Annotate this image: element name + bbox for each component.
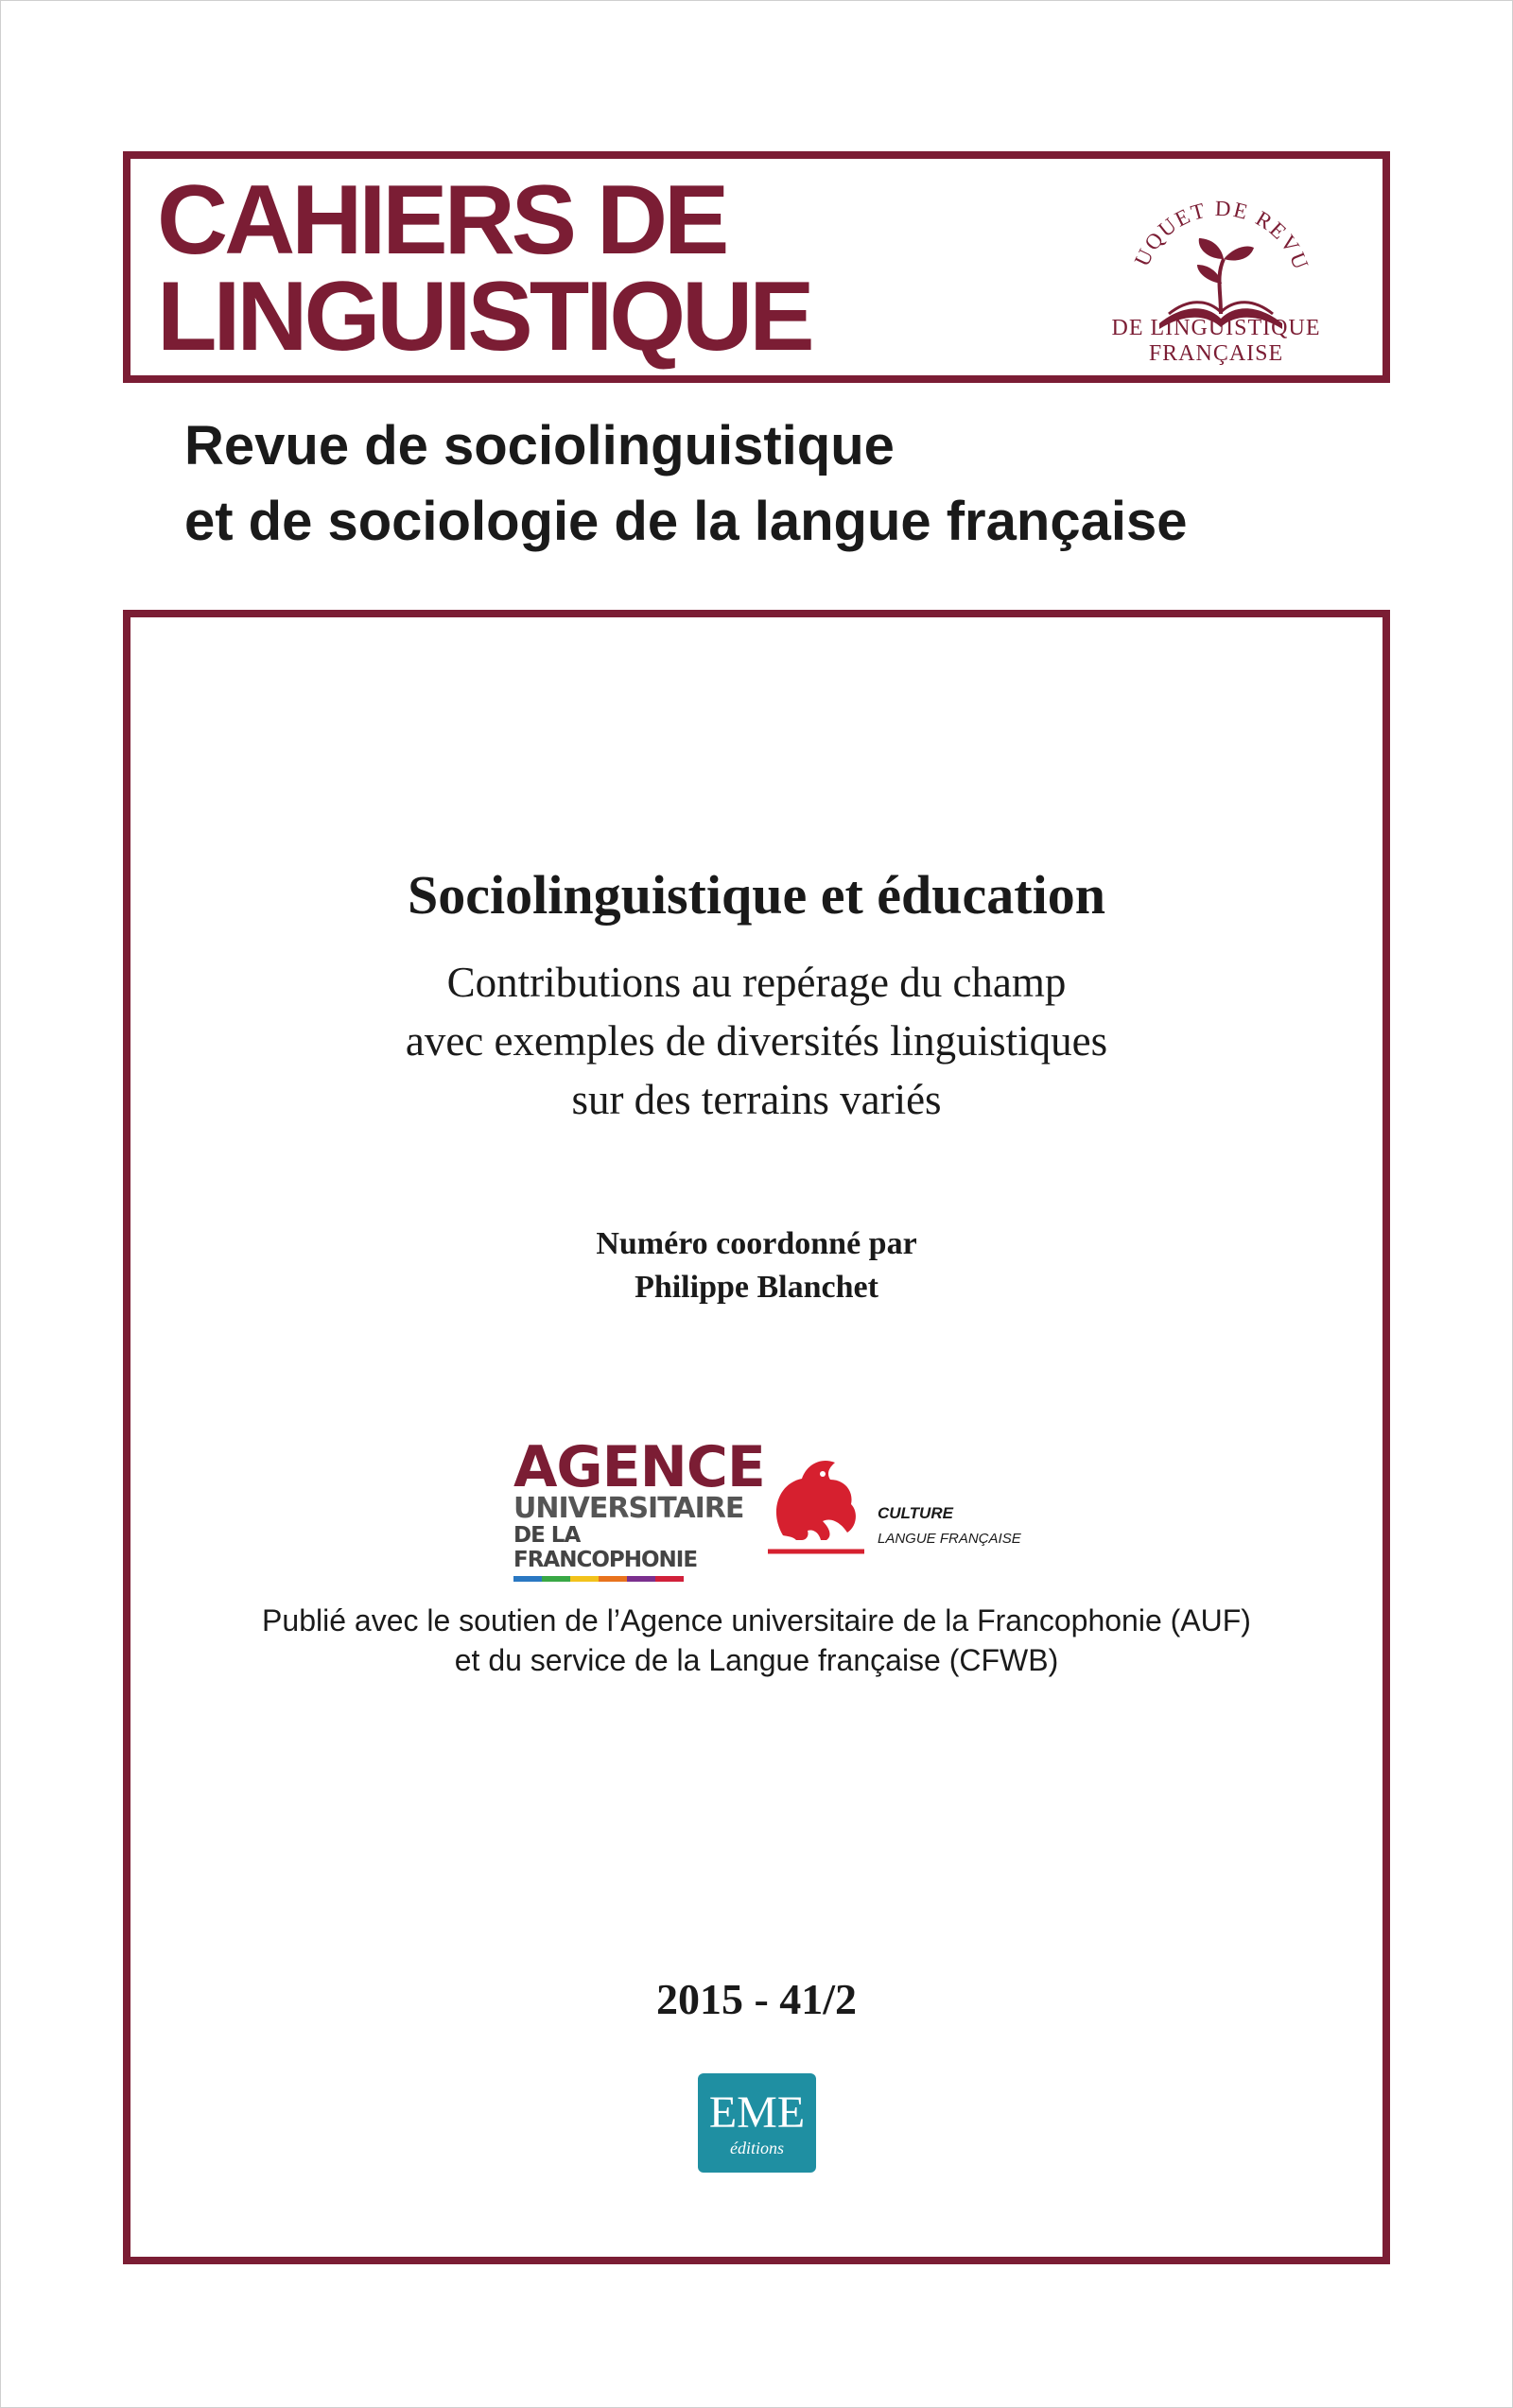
- eme-publisher-logo: [698, 2073, 816, 2173]
- eme-logo-sub: éditions: [730, 2139, 784, 2157]
- eme-logo-name: EME: [708, 2088, 806, 2138]
- auf-logo-line3: DE LA FRANCOPHONIE: [513, 1523, 698, 1572]
- journal-subtitle: [184, 408, 1187, 560]
- sponsor-logos: [130, 1434, 1383, 1572]
- support-line1: Publié avec le soutien de l’Agence universitaire de la Francophonie (AUF): [262, 1603, 1251, 1637]
- issue-description-line1: Contributions au repérage du champ: [446, 959, 1067, 1006]
- bouquet-arc-text: UQUET DE REVU: [1129, 196, 1314, 275]
- coordinator: [130, 1222, 1383, 1309]
- auf-logo-line1: AGENCE: [513, 1434, 765, 1500]
- issue-description-line2: avec exemples de diversités linguistiques: [405, 1017, 1108, 1065]
- cfwb-culture-text: CULTURE: [878, 1504, 953, 1522]
- rooster-icon: [764, 1446, 868, 1559]
- auf-logo-line2: UNIVERSITAIRE: [513, 1492, 744, 1525]
- auf-logo: [513, 1434, 765, 1572]
- coordinator-name: Philippe Blanchet: [635, 1270, 878, 1305]
- support-line2: et du service de la Langue française (CFWB): [454, 1643, 1059, 1677]
- issue-box: [123, 610, 1390, 2264]
- journal-title-line2: LINGUISTIQUE: [157, 262, 811, 372]
- issue-description-line3: sur des terrains variés: [571, 1076, 942, 1123]
- cfwb-langue-text: LANGUE FRANÇAISE: [878, 1531, 1021, 1547]
- journal-title-line1: CAHIERS DE: [157, 165, 726, 275]
- journal-title: [157, 165, 811, 372]
- bouquet-logo: [1065, 172, 1367, 367]
- issue-description: [130, 953, 1383, 1129]
- coordinator-label: Numéro coordonné par: [596, 1226, 917, 1261]
- issue-title: Sociolinguistique et éducation: [408, 864, 1105, 926]
- support-notice: [130, 1601, 1383, 1680]
- journal-header: [123, 151, 1390, 383]
- journal-subtitle-line2: et de sociologie de la langue française: [184, 491, 1188, 552]
- auf-color-bar: [513, 1576, 684, 1582]
- cfwb-logo: [764, 1446, 1029, 1559]
- issue-year-number: 2015 - 41/2: [655, 1975, 858, 2023]
- bouquet-bottom-text: DE LINGUISTIQUE FRANÇAISE: [1111, 316, 1321, 366]
- journal-subtitle-line1: Revue de sociolinguistique: [184, 415, 895, 476]
- bouquet-emblem-icon: [1065, 172, 1367, 333]
